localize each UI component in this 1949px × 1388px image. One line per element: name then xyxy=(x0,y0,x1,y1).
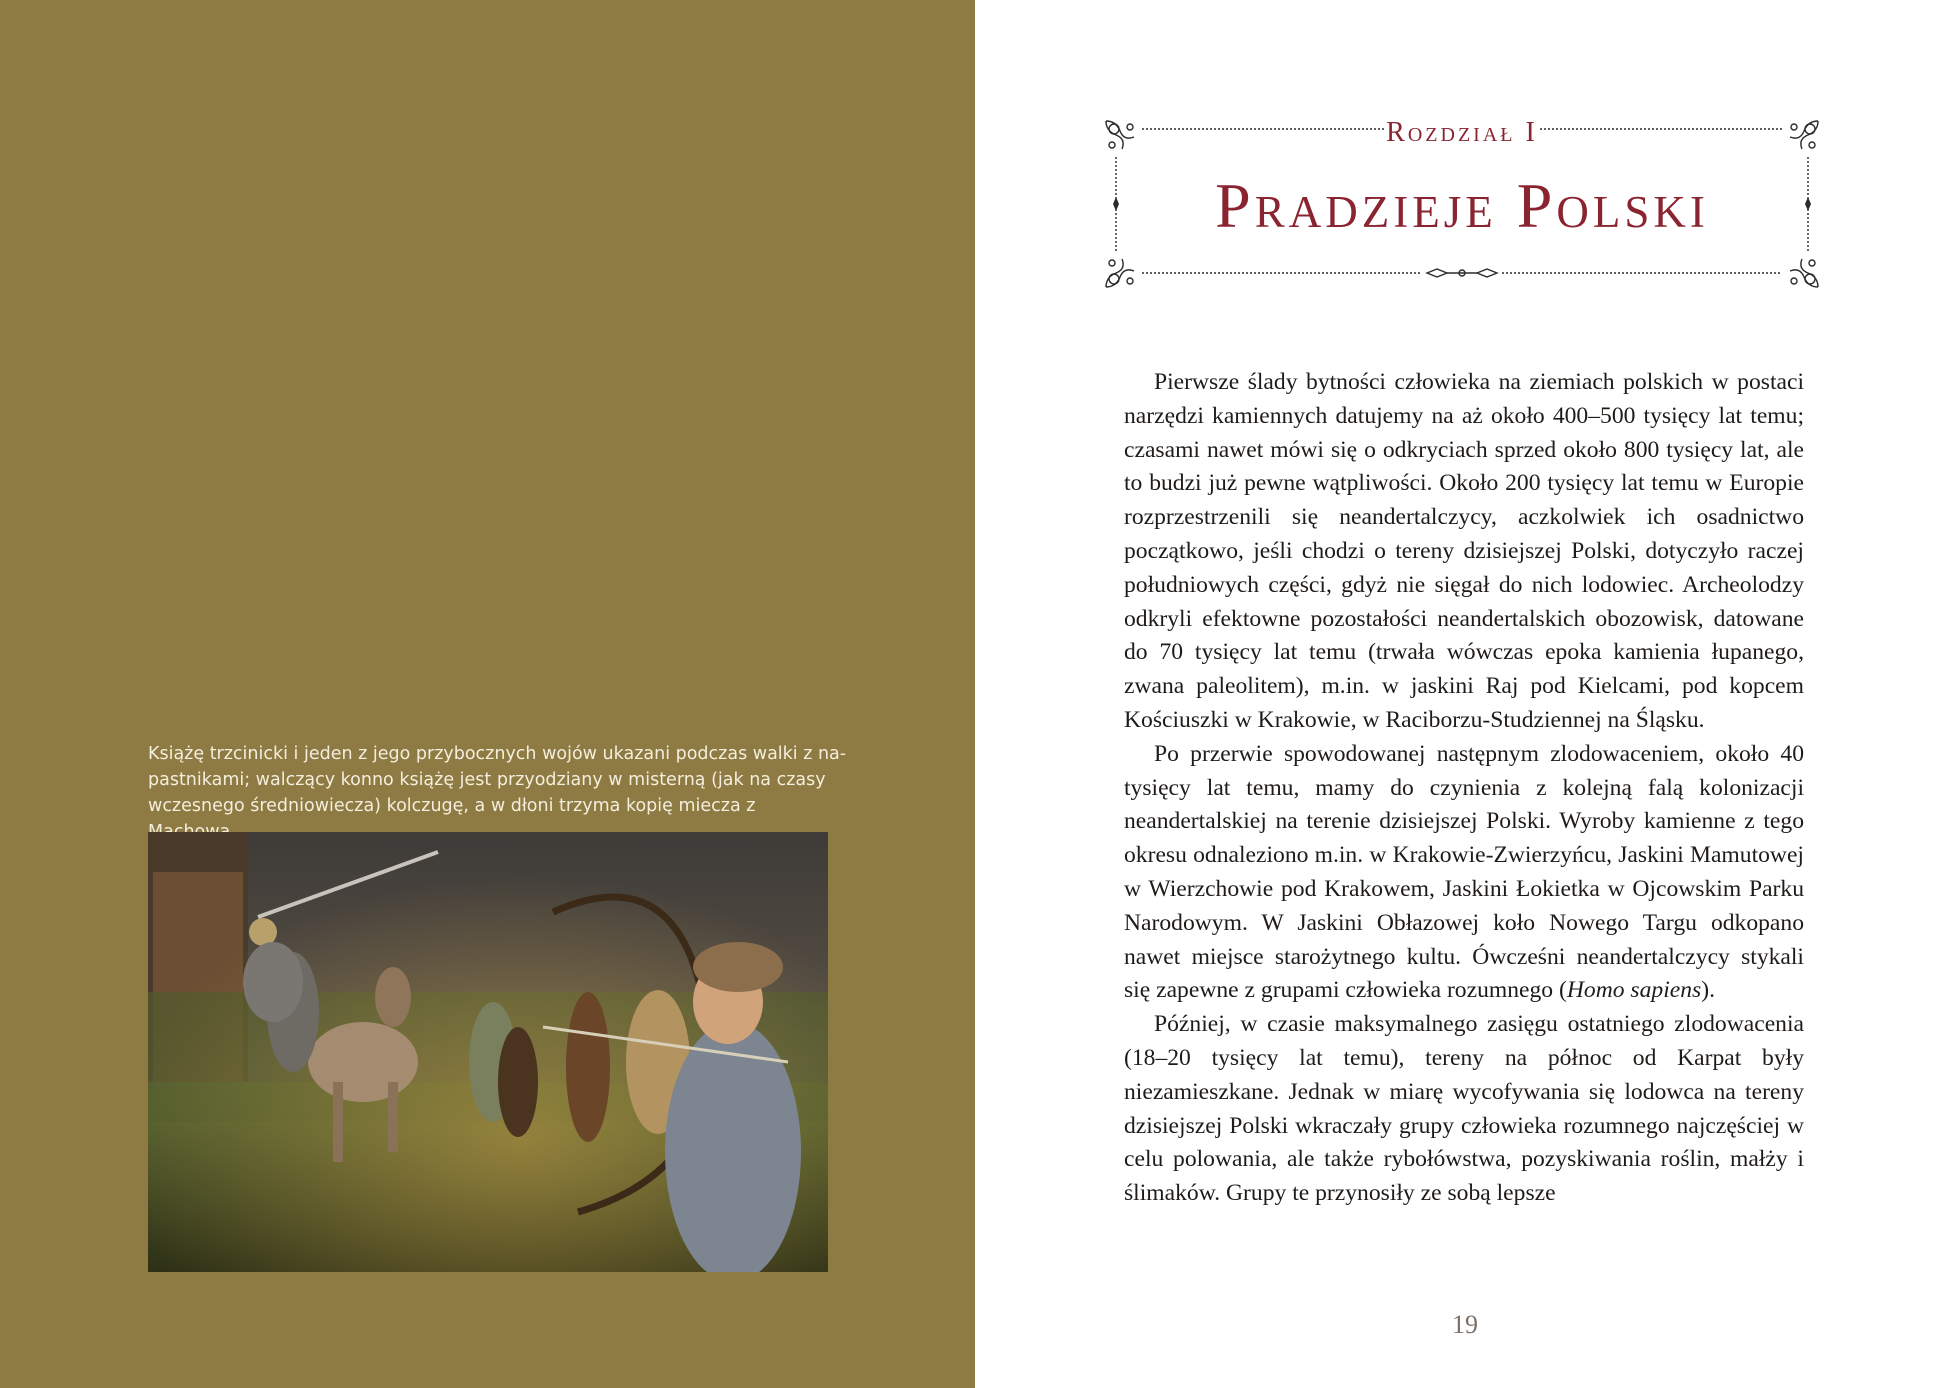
paragraph-2-tail-prefix: ( xyxy=(1553,977,1567,1004)
paragraph-2-tail-suffix: ). xyxy=(1701,977,1715,1004)
chapter-body-text xyxy=(1124,366,1804,1211)
paragraph-2-text: Po przerwie spowodowanej następnym zlodowaceniem, około 40 tysięcy lat temu, mamy do czynienia z kolejną falą kolonizacji neandertalskiej na terenie dzisiejszej Polski. Wyroby kamienne z tego okresu odnaleziono m.in. w Krakowie-Zwierzyńcu, Jaskini Mamutowej w Wierzchowie pod Krakowem, Jaskini Łokietka w Ojcowskim Parku Narodowym. W Jaskini Obłazowej koło Nowego Targu odkopano nawet miejsce starożytnego kultu. Ówcześni neandertalczycy stykali się zapewne z grupami człowieka rozumnego xyxy=(1124,740,1804,1004)
chapter-label: Rozdział I xyxy=(1386,117,1538,148)
paragraph-2-italic-term: Homo sapiens xyxy=(1566,977,1702,1004)
diorama-photo xyxy=(148,832,828,1272)
paragraph-3: Później, w czasie maksymalnego zasięgu ostatniego zlodowacenia (18–20 tysięcy lat temu), tereny na północ od Karpat były niezamieszkane. Jednak w miarę wycofywania się lodowca na tereny dzisiejszej Polski wkraczały grupy człowieka rozumnego najczęściej w celu polowania, ale także rybołówstwa, pozyskiwania roślin, małży i ślimaków. Grupy te przynosiły ze sobą lepsze xyxy=(1124,1011,1804,1207)
caption-line-2: pastnikami; walczący konno książę jest przyodziany w misterną (jak na czasy xyxy=(148,770,826,790)
paragraph-2 xyxy=(1124,738,1804,1008)
chapter-title: Pradzieje Polski xyxy=(1215,170,1709,241)
caption-line-1: Książę trzcinicki i jeden z jego przybocznych wojów ukazani podczas walki z na- xyxy=(148,744,847,764)
photo-caption xyxy=(148,741,848,845)
page-number: 19 xyxy=(1452,1310,1478,1339)
paragraph-1: Pierwsze ślady bytności człowieka na ziemiach polskich w postaci narzędzi kamiennych datujemy na aż około 400–500 tysięcy lat temu; czasami nawet mówi się o odkryciach sprzed około 800 tysięcy lat, ale to budzi już pewne wątpliwości. Około 200 tysięcy lat temu w Europie rozprzestrzenili się neandertalczycy, aczkolwiek ich osadnictwo początkowo, jeśli chodzi o tereny dzisiejszej Polski, dotyczyło raczej południowych części, gdyż nie sięgał do nich lodowiec. Archeolodzy odkryli efektowne pozostałości neandertalskich obozowisk, datowane do 70 tysięcy lat temu (trwała wówczas epoka kamienia łupanego, zwana paleolitem), m.in. w jaskini Raj pod Kielcami, pod kopcem Kościuszki w Krakowie, w Raciborzu-Studziennej na Śląsku. xyxy=(1124,369,1804,733)
caption-line-3: wczesnego średniowiecza) kolczugę, a w dłoni trzyma kopię miecza z xyxy=(148,796,756,816)
